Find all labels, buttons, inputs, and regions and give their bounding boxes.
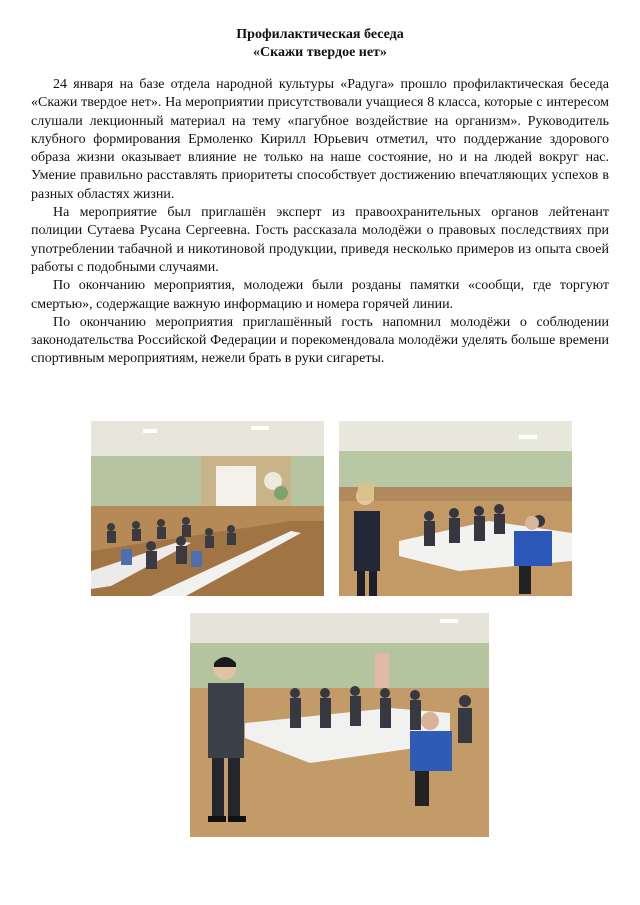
event-photo-officer [339, 421, 572, 596]
paragraph-3: По окончанию мероприятия, молодежи были розданы памятки «сообщи, где торгуют смертью», содержащие важную информацию и номера горячей линии. [31, 278, 609, 312]
title-line-2: «Скажи твердое нет» [253, 45, 387, 60]
paragraph-4: По окончанию мероприятия приглашённый гость напомнил молодёжи о соблюдении законодательства Российской Федерации и порекомендовала молодёжи уделять больше времени спортивным мероприятиям, нежели брать в руки сигареты. [31, 314, 609, 367]
title-line-1: Профилактическая беседа [236, 27, 404, 42]
paragraph-1: 24 января на базе отдела народной культуры «Радуга» прошло профилактическая беседа «Скажи твердое нет». На мероприятии присутствовали учащиеся 8 класса, которые с интересом слушали лекционный материал на тему «пагубное воздействие на организм». Руководитель клубного формирования Ермоленко Кирилл Юрьевич отметил, что поддержание здорового образа жизни оказывает влияние не только на наше состояние, но и на людей вокруг нас. Умение правильно расставлять приоритеты способствует достижению впечатляющих успехов в разных областях жизни. [31, 77, 609, 202]
paragraph-2: На мероприятие был приглашён эксперт из правоохранительных органов лейтенант полиции Сутаева Русана Сергеевна. Гость рассказала молодёжи о правовых последствиях при употреблении табачной и никотиновой продукции, приведя несколько примеров из опыта своей работы с подобными случаями. [31, 205, 609, 275]
article-body [31, 76, 609, 369]
event-photo-speaker [190, 613, 489, 837]
event-photo-hall [91, 421, 324, 596]
document-title [0, 26, 640, 62]
